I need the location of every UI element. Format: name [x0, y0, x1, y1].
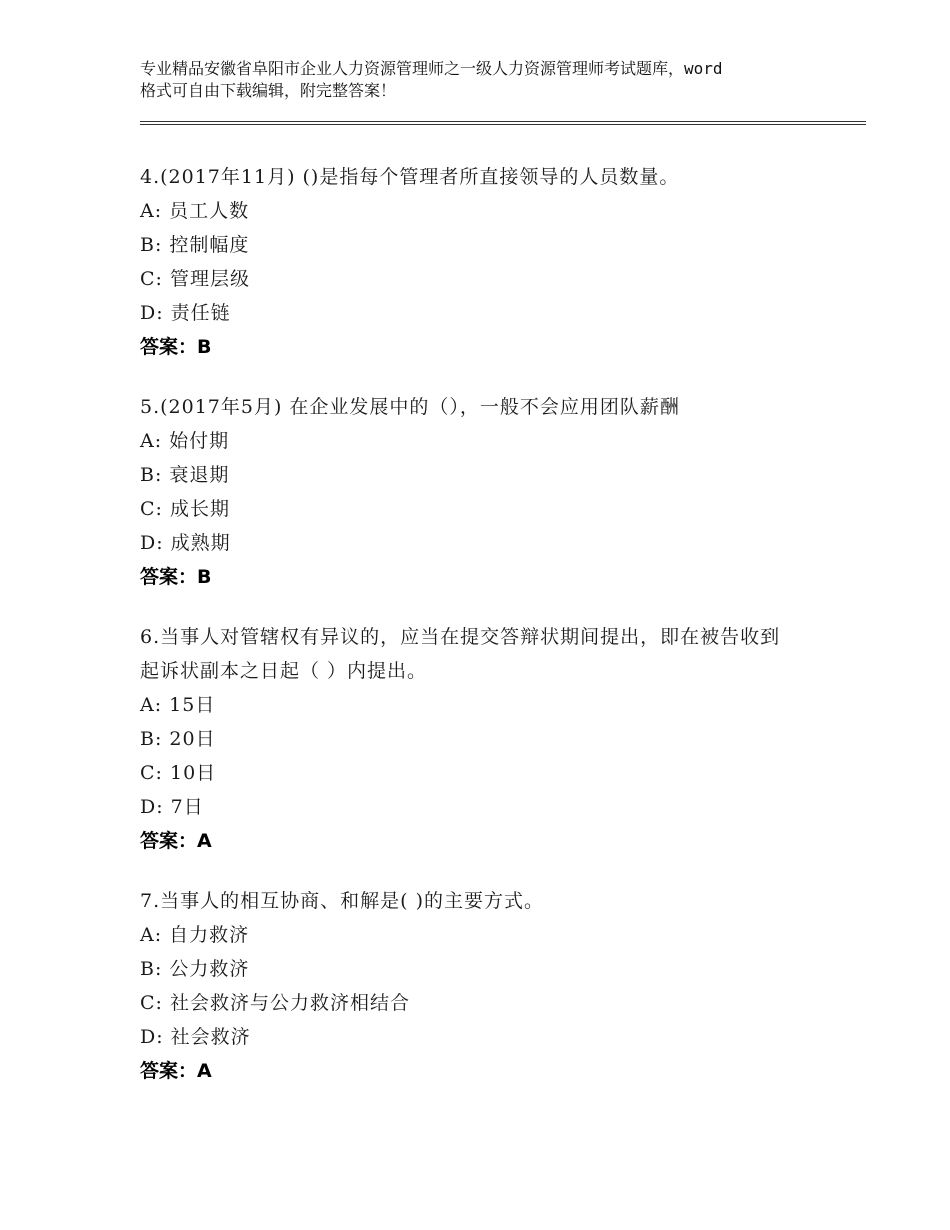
- option-a: A: 员工人数: [140, 200, 250, 222]
- question-text: 5.(2017年5月) 在企业发展中的（），一般不会应用团队薪酬: [140, 396, 680, 418]
- question-text: 7.当事人的相互协商、和解是( )的主要方式。: [140, 890, 544, 912]
- option-d: D: 成熟期: [140, 532, 231, 554]
- header-divider-bottom: [140, 124, 866, 125]
- option-d: D: 责任链: [140, 302, 231, 324]
- option-b: B: 公力救济: [140, 958, 250, 980]
- header-line-1: 专业精品安徽省阜阳市企业人力资源管理师之一级人力资源管理师考试题库，word: [140, 59, 723, 78]
- option-c: C: 管理层级: [140, 268, 250, 290]
- question-text: 4.(2017年11月) ()是指每个管理者所直接领导的人员数量。: [140, 166, 680, 188]
- document-header: [140, 58, 840, 102]
- option-a: A: 15日: [140, 694, 216, 716]
- question-list: [140, 160, 840, 1114]
- option-c: C: 10日: [140, 762, 217, 784]
- option-d: D: 7日: [140, 796, 204, 818]
- answer-label: 答案：A: [140, 830, 212, 852]
- header-divider-top: [140, 121, 866, 122]
- answer-label: 答案：A: [140, 1060, 212, 1082]
- option-b: B: 衰退期: [140, 464, 230, 486]
- question-7: [140, 884, 840, 1088]
- option-a: A: 自力救济: [140, 924, 250, 946]
- option-c: C: 社会救济与公力救济相结合: [140, 992, 410, 1014]
- question-6: [140, 620, 840, 858]
- option-b: B: 20日: [140, 728, 216, 750]
- option-c: C: 成长期: [140, 498, 230, 520]
- option-d: D: 社会救济: [140, 1026, 251, 1048]
- header-line-2: 格式可自由下载编辑，附完整答案！: [140, 81, 397, 100]
- question-4: [140, 160, 840, 364]
- question-5: [140, 390, 840, 594]
- answer-label: 答案：B: [140, 336, 212, 358]
- question-text: 6.当事人对管辖权有异议的，应当在提交答辩状期间提出，即在被告收到起诉状副本之日起（ ）内提出。: [140, 626, 781, 682]
- option-b: B: 控制幅度: [140, 234, 250, 256]
- option-a: A: 始付期: [140, 430, 230, 452]
- answer-label: 答案：B: [140, 566, 212, 588]
